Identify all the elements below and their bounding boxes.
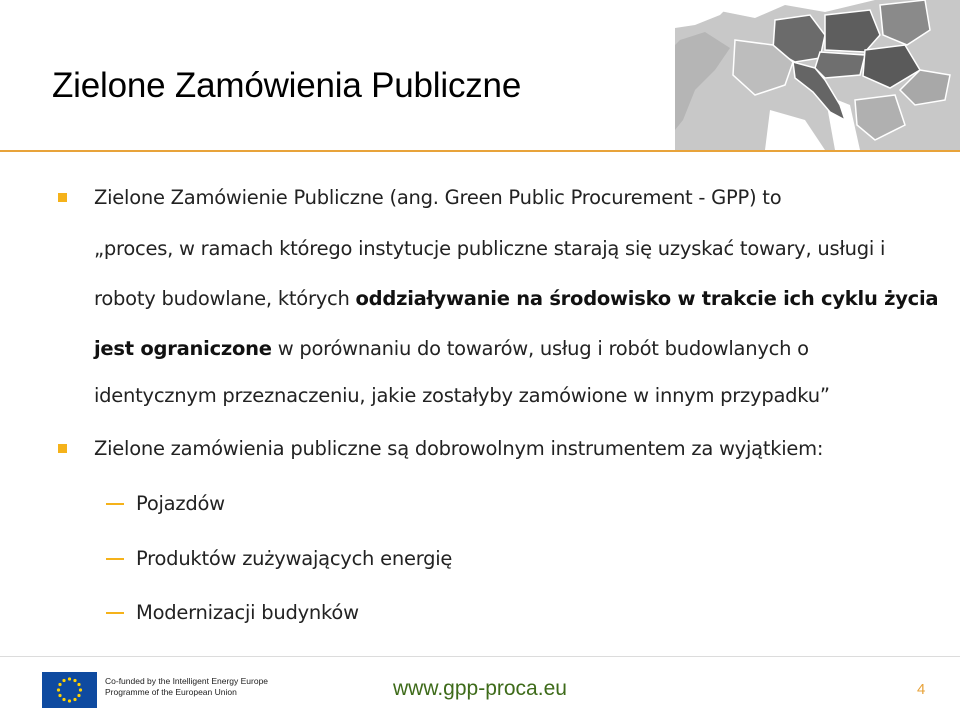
eu-line-1: Co-funded by the Intelligent Energy Europe (105, 676, 269, 686)
footer-divider (0, 656, 960, 657)
line-3-plain: roboty budowlane, których (94, 287, 356, 310)
page-number: 4 (917, 681, 926, 698)
sub-dash-3 (106, 612, 124, 614)
eu-flag-icon (42, 672, 97, 708)
website-link[interactable]: www.gpp-proca.eu (393, 677, 567, 700)
bullet-square-1 (58, 193, 67, 202)
sub-dash-2 (106, 558, 124, 560)
bullet-1-line-5: identycznym przeznaczeniu, jakie zostałyby zamówione w innym przypadku” (94, 384, 830, 407)
bullet-1-line-2: „proces, w ramach którego instytucje publiczne starają się uzyskać towary, usługi i (94, 237, 886, 260)
sub-item-3: Modernizacji budynków (136, 601, 359, 624)
bullet-square-2 (58, 444, 67, 453)
eu-line-2: Programme of the European Union (105, 687, 237, 697)
bullet-2-text: Zielone zamówienia publiczne są dobrowolnym instrumentem za wyjątkiem: (94, 437, 824, 460)
title-divider (0, 150, 960, 152)
line-3-bold: oddziaływanie na środowisko w trakcie ich cyklu życia (355, 287, 939, 310)
bullet-1-line-3 (94, 287, 938, 310)
europe-map-image (675, 0, 960, 150)
bullet-1-line-4 (94, 337, 809, 360)
line-4-bold: jest ograniczone (94, 337, 272, 360)
eu-cofunding-note (105, 676, 268, 698)
bullet-1-line-1: Zielone Zamówienie Publiczne (ang. Green Public Procurement - GPP) to (94, 186, 782, 209)
sub-dash-1 (106, 503, 124, 505)
sub-item-2: Produktów zużywających energię (136, 547, 453, 570)
sub-item-1: Pojazdów (136, 492, 225, 515)
line-4-plain: w porównaniu do towarów, usług i robót budowlanych o (271, 337, 809, 360)
slide-title: Zielone Zamówienia Publiczne (52, 66, 522, 105)
